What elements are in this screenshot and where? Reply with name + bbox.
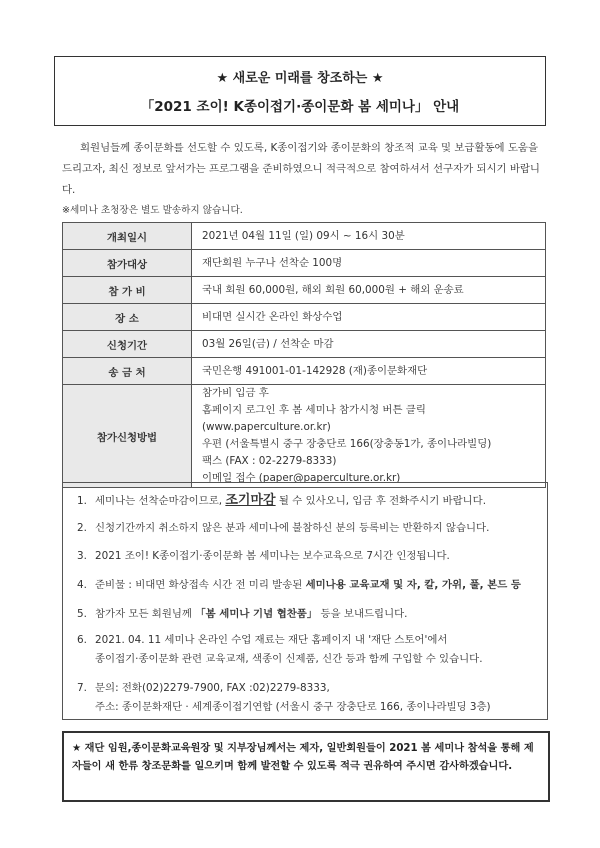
info-label: 개최일시 (63, 223, 192, 250)
method-line: 이메일 접수 (paper@paperculture.or.kr) (202, 472, 401, 484)
info-label: 장 소 (63, 304, 192, 331)
note-7: 7. 문의: 전화(02)2279-7900, FAX :02)2279-8333, 주소: 종이문화재단 · 세계종이접기연합 (서울시 중구 장충단로 166, 종이나라빌딩 3층) (77, 682, 491, 713)
info-row (63, 358, 546, 385)
info-value: 국내 회원 60,000원, 해외 회원 60,000원 + 해외 운송료 (192, 277, 546, 304)
method-line: 팩스 (FAX : 02-2279-8333) (202, 455, 337, 467)
info-row (63, 223, 546, 250)
info-row (63, 277, 546, 304)
notes-box (62, 482, 548, 720)
title-subtitle: ★ 새로운 미래를 창조하는 ★ (216, 71, 384, 86)
info-label: 참가대상 (63, 250, 192, 277)
method-line: 참가비 입금 후 (202, 387, 269, 399)
info-label: 참가신청방법 (63, 385, 192, 488)
note-4: 4. 준비물 : 비대면 화상접속 시간 전 미리 발송된 세미나용 교육교재 및 자, 칼, 가위, 풀, 본드 등 (77, 579, 521, 591)
note-3: 3. 2021 조이! K종이접기·종이문화 봄 세미나는 보수교육으로 7시간 인정됩니다. (77, 550, 450, 562)
note-1: 1. 세미나는 선착순마감이므로, 조기마감 될 수 있사오니, 입금 후 전화주시기 바랍니다. (77, 493, 487, 508)
info-row (63, 331, 546, 358)
intro-paragraph: 회원님들께 종이문화를 선도할 수 있도록, K종이접기와 종이문화의 창조적 교육 및 보급활동에 도움을 드리고자, 최신 정보로 앞서가는 프로그램을 준비하였으니 적극적으로 참여하셔서 선구자가 되시기 바랍니다. (62, 142, 540, 196)
info-row-method (63, 385, 546, 488)
info-label: 신청기간 (63, 331, 192, 358)
info-label: 송 금 처 (63, 358, 192, 385)
method-line: 우편 (서울특별시 중구 장충단로 166(장충동1가, 종이나라빌딩) (202, 438, 492, 450)
info-row (63, 250, 546, 277)
info-value: 03월 26일(금) / 선착순 마감 (192, 331, 546, 358)
info-value: 비대면 실시간 온라인 화상수업 (192, 304, 546, 331)
info-value: 재단회원 누구나 선착순 100명 (192, 250, 546, 277)
info-table (62, 222, 546, 488)
info-label: 참 가 비 (63, 277, 192, 304)
invitation-notice: ※세미나 초청장은 별도 발송하지 않습니다. (62, 205, 243, 216)
bottom-notice-box (62, 731, 550, 802)
info-value: 국민은행 491001-01-142928 (재)종이문화재단 (192, 358, 546, 385)
star-icon: ★ (216, 71, 229, 86)
bottom-notice: ★ 재단 임원,종이문화교육원장 및 지부장님께서는 제자, 일반회원들이 2021 봄 세미나 참석을 통해 제자들이 새 한류 창조문화를 일으키며 함께 발전할 수 있도록 적극 권유하여 주시면 감사하겠습니다. (72, 743, 534, 772)
page-title: 「2021 조이! K종이접기·종이문화 봄 세미나」 안내 (140, 99, 460, 115)
early-close-emphasis: 조기마감 (225, 493, 276, 508)
note-5: 5. 참가자 모든 회원님께 「봄 세미나 기념 협찬품」 등을 보내드립니다. (77, 608, 408, 620)
info-value-method (192, 385, 546, 488)
info-value: 2021년 04월 11일 (일) 09시 ~ 16시 30분 (192, 223, 546, 250)
title-box (54, 56, 546, 126)
star-icon: ★ (371, 71, 384, 86)
note-6: 6. 2021. 04. 11 세미나 온라인 수업 재료는 재단 홈페이지 내 '재단 스토어'에서 종이접기·종이문화 관련 교육교재, 색종이 신제품, 신간 등과 함께 구입할 수 있습니다. (77, 634, 483, 665)
method-line: 홈페이지 로그인 후 봄 세미나 참가시청 버튼 클릭 (www.paperculture.or.kr) (202, 404, 426, 433)
info-row (63, 304, 546, 331)
note-2: 2. 신청기간까지 취소하지 않은 분과 세미나에 불참하신 분의 등록비는 반환하지 않습니다. (77, 522, 490, 534)
